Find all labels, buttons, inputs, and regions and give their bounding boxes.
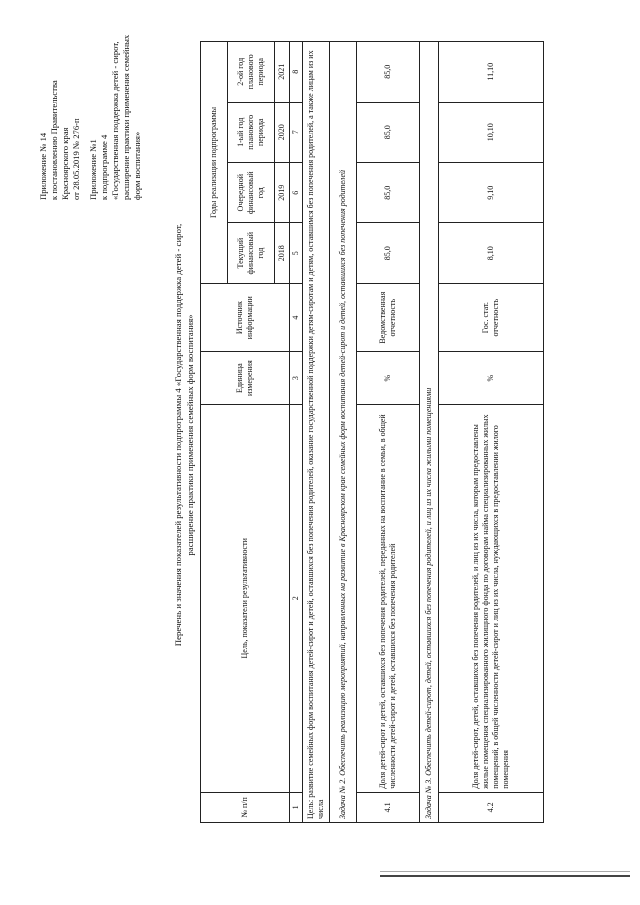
- row-unit: %: [357, 352, 420, 404]
- row-num: 4.2: [439, 792, 544, 822]
- year-cell: 2020: [275, 102, 290, 162]
- column-numbers-row: [290, 42, 303, 823]
- header-year-current: Текущий финансовый год: [228, 223, 275, 283]
- row-value: 85,0: [357, 223, 420, 283]
- year-cell: 2019: [275, 163, 290, 223]
- task3-row: [420, 42, 439, 823]
- indicators-table: [200, 41, 544, 823]
- col-number: 5: [290, 223, 303, 283]
- approval-header: [38, 10, 143, 200]
- year-cell: 2021: [275, 42, 290, 103]
- header-line: «Государственная поддержка детей - сирот,: [110, 41, 120, 200]
- row-value: 8,10: [439, 223, 544, 283]
- header-unit: Единица измерения: [201, 352, 290, 404]
- row-name: Доля детей-сирот и детей, оставшихся без попечения родителей, переданных на воспитание в семьи, в общей численности детей-сирот и детей, оставшихся без попечения родителей: [357, 404, 420, 792]
- col-number: 4: [290, 283, 303, 352]
- table-row: [439, 42, 544, 823]
- header-years-group: Годы реализации подпрограммы: [201, 42, 228, 284]
- table-row: [357, 42, 420, 823]
- header-line: расширение практики применения семейных: [121, 34, 131, 200]
- goal-text: Цель: развитие семейных форм воспитания детей-сирот и детей, оставшихся без попечения родителей, оказание государственной поддержки детям-сиротам и детям, оставшимся без попечения родителей, а также лицам из их числа: [303, 42, 330, 823]
- header-num: № п/п: [201, 792, 290, 822]
- header-year-plan2: 2-ой год планового периода: [228, 42, 275, 103]
- header-line: от 28.05.2019 № 276-п: [71, 118, 81, 200]
- task2-text: Задача № 2. Обеспечить реализацию мероприятий, направленных на развитие в Красноярском крае семейных форм воспитания детей-сирот и детей, оставшихся без попечения родителей: [330, 42, 357, 823]
- task3-text: Задача № 3. Обеспечить детей-сирот, детей, оставшихся без попечения родителей, и лиц из их числа жилыми помещениями: [420, 42, 439, 823]
- col-number: 3: [290, 352, 303, 404]
- header-year-next: Очередной финансовый год: [228, 163, 275, 223]
- header-source: Источник информации: [201, 283, 290, 352]
- row-value: 85,0: [357, 102, 420, 162]
- header-line: Приложение №1: [88, 139, 98, 200]
- col-number: 2: [290, 404, 303, 792]
- row-value: 85,0: [357, 42, 420, 103]
- header-line: Красноярского края: [60, 127, 70, 200]
- header-row: [201, 42, 228, 823]
- row-name: Доля детей-сирот, детей, оставшихся без попечения родителей, и лиц из их числа, которым предоставлены жилые помещения специализированного жилищного фонда по договорам найма специализированных жилых помещений, в общей численности детей-сирот и лиц из их числа, нуждающихся в предоставлении жилого помещения: [439, 404, 544, 792]
- title-line-2: расширение практики применения семейных форм воспитания»: [184, 314, 195, 556]
- col-number: 6: [290, 163, 303, 223]
- col-number: 8: [290, 42, 303, 103]
- header-line: к подпрограмме 4: [99, 134, 109, 200]
- header-line: Приложение № 14: [38, 132, 48, 200]
- row-unit: %: [439, 352, 544, 404]
- row-source: Ведомственная отчетность: [357, 283, 420, 352]
- header-line: к постановлению Правительства: [49, 80, 59, 200]
- col-number: 7: [290, 102, 303, 162]
- goal-row: [303, 42, 330, 823]
- row-value: 10,10: [439, 102, 544, 162]
- scan-edge-line: [380, 875, 630, 877]
- header-line: форм воспитания»: [132, 131, 142, 200]
- scan-edge-line: [380, 871, 630, 872]
- title-line-1: Перечень и значения показателей результативности подпрограммы 4 «Государственная поддержка детей - сирот,: [173, 223, 183, 647]
- header-goal: Цель, показатели результативности: [201, 404, 290, 792]
- row-source: Гос. стат. отчетность: [439, 283, 544, 352]
- row-num: 4.1: [357, 792, 420, 822]
- col-number: 1: [290, 792, 303, 822]
- row-value: 11,10: [439, 42, 544, 103]
- year-cell: 2018: [275, 223, 290, 283]
- document-title: [173, 175, 196, 695]
- header-year-plan1: 1-ый год планового периода: [228, 102, 275, 162]
- row-value: 85,0: [357, 163, 420, 223]
- row-value: 9,10: [439, 163, 544, 223]
- task2-row: [330, 42, 357, 823]
